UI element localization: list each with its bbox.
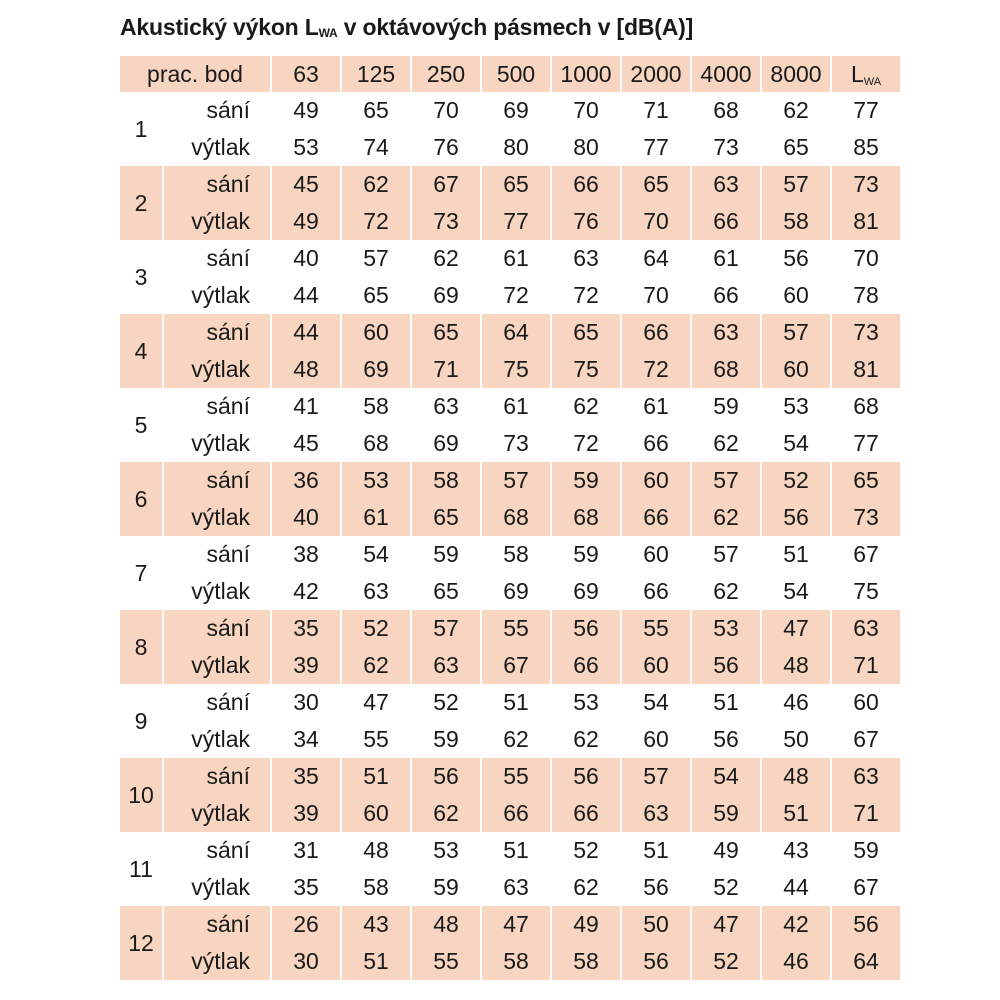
header-row <box>120 56 900 92</box>
band-value-cell: 44 <box>783 874 809 900</box>
band-value-cell: 77 <box>643 134 669 160</box>
band-value-cell: 55 <box>412 943 480 980</box>
band-value-cell: 53 <box>433 837 459 863</box>
band-value-cell: 60 <box>342 795 410 832</box>
band-value-cell: 77 <box>482 203 550 240</box>
band-value-cell: 66 <box>482 795 550 832</box>
outlet-label: výtlak <box>164 203 270 240</box>
outlet-label: výtlak <box>191 430 250 456</box>
table-row <box>120 684 900 721</box>
band-value-cell: 40 <box>293 245 319 271</box>
band-value-cell: 63 <box>503 874 529 900</box>
band-value-cell: 39 <box>272 795 340 832</box>
band-value-cell: 75 <box>482 351 550 388</box>
operating-point-number: 1 <box>134 115 148 142</box>
band-value-cell: 70 <box>643 282 669 308</box>
total-lwa-cell: 77 <box>853 430 879 456</box>
total-lwa-cell: 71 <box>832 647 900 684</box>
total-lwa-cell: 78 <box>853 282 879 308</box>
band-value-cell: 61 <box>643 393 669 419</box>
band-value-cell: 58 <box>762 203 830 240</box>
total-lwa-cell: 63 <box>832 758 900 795</box>
outlet-label: výtlak <box>191 578 250 604</box>
outlet-label: výtlak <box>191 874 250 900</box>
band-value-cell: 64 <box>482 314 550 351</box>
band-value-cell: 66 <box>552 795 620 832</box>
band-value-cell: 52 <box>433 689 459 715</box>
total-lwa-cell: 59 <box>853 837 879 863</box>
band-value-cell: 44 <box>272 314 340 351</box>
band-value-cell: 46 <box>762 943 830 980</box>
total-lwa-cell: 56 <box>832 906 900 943</box>
outlet-label: výtlak <box>191 726 250 752</box>
band-value-cell: 62 <box>573 393 599 419</box>
band-value-cell: 72 <box>573 430 599 456</box>
band-value-cell: 41 <box>293 393 319 419</box>
band-value-cell: 49 <box>293 97 319 123</box>
band-value-cell: 47 <box>363 689 389 715</box>
intake-label: sání <box>164 906 270 943</box>
band-value-cell: 69 <box>573 578 599 604</box>
total-lwa-cell: 68 <box>853 393 879 419</box>
band-value-cell: 57 <box>762 314 830 351</box>
band-value-cell: 40 <box>272 499 340 536</box>
band-value-cell: 60 <box>622 462 690 499</box>
table-row <box>120 92 900 129</box>
band-value-cell: 60 <box>762 351 830 388</box>
band-value-cell: 57 <box>412 610 480 647</box>
table-row <box>120 610 900 647</box>
band-value-cell: 43 <box>342 906 410 943</box>
total-lwa-cell: 71 <box>832 795 900 832</box>
band-value-cell: 72 <box>342 203 410 240</box>
intake-label: sání <box>206 97 250 123</box>
band-value-cell: 60 <box>342 314 410 351</box>
outlet-label: výtlak <box>164 499 270 536</box>
acoustic-power-table <box>118 56 902 980</box>
band-value-cell: 47 <box>692 906 760 943</box>
total-lwa-cell: 63 <box>832 610 900 647</box>
band-value-cell: 63 <box>692 166 760 203</box>
band-value-cell: 48 <box>762 647 830 684</box>
band-value-cell: 51 <box>342 943 410 980</box>
band-value-cell: 63 <box>363 578 389 604</box>
operating-point-number: 3 <box>134 263 148 290</box>
band-value-cell: 68 <box>713 97 739 123</box>
intake-label: sání <box>206 837 250 863</box>
band-value-cell: 54 <box>783 578 809 604</box>
outlet-label: výtlak <box>164 351 270 388</box>
band-value-cell: 62 <box>692 499 760 536</box>
table-row <box>120 647 900 684</box>
header-band: 4000 <box>692 56 760 92</box>
band-value-cell: 48 <box>412 906 480 943</box>
band-value-cell: 57 <box>692 462 760 499</box>
header-band: 8000 <box>762 56 830 92</box>
band-value-cell: 49 <box>552 906 620 943</box>
band-value-cell: 54 <box>643 689 669 715</box>
header-band: 250 <box>412 56 480 92</box>
band-value-cell: 53 <box>342 462 410 499</box>
band-value-cell: 48 <box>762 758 830 795</box>
outlet-label: výtlak <box>191 282 250 308</box>
band-value-cell: 76 <box>552 203 620 240</box>
band-value-cell: 65 <box>412 499 480 536</box>
outlet-label: výtlak <box>191 134 250 160</box>
band-value-cell: 73 <box>412 203 480 240</box>
band-value-cell: 62 <box>713 430 739 456</box>
total-lwa-cell: 70 <box>853 245 879 271</box>
band-value-cell: 47 <box>762 610 830 647</box>
intake-label: sání <box>206 393 250 419</box>
header-band: 500 <box>482 56 550 92</box>
band-value-cell: 62 <box>433 245 459 271</box>
table-row <box>120 314 900 351</box>
band-value-cell: 66 <box>552 166 620 203</box>
band-value-cell: 73 <box>503 430 529 456</box>
band-value-cell: 57 <box>762 166 830 203</box>
band-value-cell: 65 <box>783 134 809 160</box>
band-value-cell: 55 <box>622 610 690 647</box>
band-value-cell: 56 <box>552 610 620 647</box>
total-lwa-cell: 75 <box>853 578 879 604</box>
band-value-cell: 30 <box>272 943 340 980</box>
band-value-cell: 56 <box>783 245 809 271</box>
band-value-cell: 62 <box>573 726 599 752</box>
operating-point-number: 2 <box>120 166 162 240</box>
band-value-cell: 61 <box>503 245 529 271</box>
band-value-cell: 42 <box>293 578 319 604</box>
band-value-cell: 56 <box>552 758 620 795</box>
table-row <box>120 240 900 277</box>
band-value-cell: 59 <box>433 541 459 567</box>
band-value-cell: 71 <box>412 351 480 388</box>
band-value-cell: 62 <box>412 795 480 832</box>
band-value-cell: 52 <box>713 874 739 900</box>
table-row <box>120 499 900 536</box>
table-row <box>120 758 900 795</box>
band-value-cell: 57 <box>713 541 739 567</box>
operating-point-number: 9 <box>134 707 148 734</box>
header-band: 63 <box>272 56 340 92</box>
intake-label: sání <box>164 314 270 351</box>
band-value-cell: 73 <box>713 134 739 160</box>
band-value-cell: 60 <box>643 726 669 752</box>
band-value-cell: 49 <box>272 203 340 240</box>
band-value-cell: 74 <box>363 134 389 160</box>
band-value-cell: 65 <box>482 166 550 203</box>
band-value-cell: 52 <box>342 610 410 647</box>
band-value-cell: 61 <box>503 393 529 419</box>
total-lwa-cell: 85 <box>853 134 879 160</box>
band-value-cell: 45 <box>272 166 340 203</box>
band-value-cell: 53 <box>692 610 760 647</box>
band-value-cell: 60 <box>643 541 669 567</box>
band-value-cell: 54 <box>363 541 389 567</box>
band-value-cell: 66 <box>552 647 620 684</box>
band-value-cell: 58 <box>482 943 550 980</box>
band-value-cell: 64 <box>643 245 669 271</box>
band-value-cell: 58 <box>552 943 620 980</box>
band-value-cell: 46 <box>783 689 809 715</box>
band-value-cell: 52 <box>762 462 830 499</box>
table-row <box>120 906 900 943</box>
table-row <box>120 166 900 203</box>
operating-point-number: 8 <box>120 610 162 684</box>
total-lwa-cell: 73 <box>832 314 900 351</box>
band-value-cell: 58 <box>412 462 480 499</box>
band-value-cell: 56 <box>713 726 739 752</box>
band-value-cell: 65 <box>552 314 620 351</box>
band-value-cell: 69 <box>433 282 459 308</box>
band-value-cell: 63 <box>573 245 599 271</box>
band-value-cell: 30 <box>293 689 319 715</box>
band-value-cell: 55 <box>482 610 550 647</box>
band-value-cell: 51 <box>783 541 809 567</box>
band-value-cell: 63 <box>412 647 480 684</box>
table-row <box>120 462 900 499</box>
band-value-cell: 34 <box>293 726 319 752</box>
band-value-cell: 62 <box>783 97 809 123</box>
band-value-cell: 38 <box>293 541 319 567</box>
table-row <box>120 388 900 425</box>
band-value-cell: 56 <box>412 758 480 795</box>
band-value-cell: 56 <box>622 943 690 980</box>
band-value-cell: 55 <box>363 726 389 752</box>
band-value-cell: 43 <box>783 837 809 863</box>
total-lwa-cell: 60 <box>853 689 879 715</box>
table-row <box>120 832 900 869</box>
table-row <box>120 795 900 832</box>
band-value-cell: 70 <box>433 97 459 123</box>
band-value-cell: 62 <box>713 578 739 604</box>
operating-point-number: 4 <box>120 314 162 388</box>
total-lwa-cell: 64 <box>832 943 900 980</box>
band-value-cell: 51 <box>503 689 529 715</box>
band-value-cell: 55 <box>482 758 550 795</box>
band-value-cell: 35 <box>272 610 340 647</box>
band-value-cell: 59 <box>692 795 760 832</box>
band-value-cell: 56 <box>643 874 669 900</box>
band-value-cell: 51 <box>713 689 739 715</box>
band-value-cell: 68 <box>363 430 389 456</box>
band-value-cell: 51 <box>503 837 529 863</box>
band-value-cell: 69 <box>433 430 459 456</box>
band-value-cell: 56 <box>692 647 760 684</box>
intake-label: sání <box>206 541 250 567</box>
band-value-cell: 49 <box>713 837 739 863</box>
total-lwa-cell: 73 <box>832 166 900 203</box>
band-value-cell: 44 <box>293 282 319 308</box>
band-value-cell: 65 <box>433 578 459 604</box>
band-value-cell: 62 <box>503 726 529 752</box>
band-value-cell: 72 <box>573 282 599 308</box>
band-value-cell: 68 <box>552 499 620 536</box>
band-value-cell: 54 <box>783 430 809 456</box>
total-lwa-cell: 67 <box>853 874 879 900</box>
band-value-cell: 57 <box>622 758 690 795</box>
header-band: 125 <box>342 56 410 92</box>
band-value-cell: 60 <box>783 282 809 308</box>
table-row <box>120 573 900 610</box>
band-value-cell: 66 <box>622 499 690 536</box>
operating-point-number: 7 <box>134 559 148 586</box>
header-band: 2000 <box>622 56 690 92</box>
table-row <box>120 129 900 166</box>
operating-point-number: 10 <box>120 758 162 832</box>
band-value-cell: 42 <box>762 906 830 943</box>
band-value-cell: 26 <box>272 906 340 943</box>
table-row <box>120 869 900 906</box>
operating-point-number: 11 <box>129 855 153 882</box>
total-lwa-cell: 73 <box>832 499 900 536</box>
band-value-cell: 59 <box>552 462 620 499</box>
outlet-label: výtlak <box>164 795 270 832</box>
band-value-cell: 47 <box>482 906 550 943</box>
band-value-cell: 62 <box>342 647 410 684</box>
band-value-cell: 35 <box>293 874 319 900</box>
band-value-cell: 65 <box>363 97 389 123</box>
header-total-lwa: $L_{WA}$ <box>832 56 900 92</box>
band-value-cell: 61 <box>342 499 410 536</box>
band-value-cell: 58 <box>363 393 389 419</box>
band-value-cell: 59 <box>433 874 459 900</box>
table-row <box>120 943 900 980</box>
band-value-cell: 60 <box>622 647 690 684</box>
outlet-label: výtlak <box>164 647 270 684</box>
band-value-cell: 48 <box>272 351 340 388</box>
band-value-cell: 51 <box>643 837 669 863</box>
header-band: 1000 <box>552 56 620 92</box>
band-value-cell: 63 <box>622 795 690 832</box>
total-lwa-cell: 65 <box>832 462 900 499</box>
band-value-cell: 66 <box>622 314 690 351</box>
header-operating-point: prac. bod <box>120 56 270 92</box>
band-value-cell: 72 <box>503 282 529 308</box>
band-value-cell: 63 <box>433 393 459 419</box>
band-value-cell: 68 <box>482 499 550 536</box>
total-lwa-cell: 67 <box>853 726 879 752</box>
band-value-cell: 66 <box>643 430 669 456</box>
band-value-cell: 52 <box>573 837 599 863</box>
band-value-cell: 59 <box>573 541 599 567</box>
band-value-cell: 50 <box>622 906 690 943</box>
band-value-cell: 58 <box>503 541 529 567</box>
band-value-cell: 57 <box>363 245 389 271</box>
intake-label: sání <box>206 689 250 715</box>
band-value-cell: 56 <box>762 499 830 536</box>
band-value-cell: 53 <box>573 689 599 715</box>
band-value-cell: 62 <box>573 874 599 900</box>
table-title: Akustický výkon $L_{WA}$ v oktávových pásmech v [dB(A)] <box>120 14 694 40</box>
band-value-cell: 69 <box>503 97 529 123</box>
band-value-cell: 72 <box>622 351 690 388</box>
band-value-cell: 63 <box>692 314 760 351</box>
band-value-cell: 51 <box>342 758 410 795</box>
table-row <box>120 277 900 314</box>
operating-point-number: 12 <box>120 906 162 980</box>
table-row <box>120 425 900 462</box>
table-row <box>120 721 900 758</box>
band-value-cell: 36 <box>272 462 340 499</box>
band-value-cell: 58 <box>363 874 389 900</box>
intake-label: sání <box>164 462 270 499</box>
band-value-cell: 59 <box>713 393 739 419</box>
band-value-cell: 69 <box>503 578 529 604</box>
table-row <box>120 203 900 240</box>
band-value-cell: 70 <box>573 97 599 123</box>
band-value-cell: 67 <box>482 647 550 684</box>
band-value-cell: 39 <box>272 647 340 684</box>
intake-label: sání <box>164 610 270 647</box>
band-value-cell: 53 <box>293 134 319 160</box>
band-value-cell: 66 <box>692 203 760 240</box>
band-value-cell: 61 <box>713 245 739 271</box>
band-value-cell: 48 <box>363 837 389 863</box>
band-value-cell: 53 <box>783 393 809 419</box>
total-lwa-cell: 67 <box>853 541 879 567</box>
band-value-cell: 69 <box>342 351 410 388</box>
band-value-cell: 80 <box>503 134 529 160</box>
band-value-cell: 75 <box>552 351 620 388</box>
total-lwa-cell: 77 <box>853 97 879 123</box>
intake-label: sání <box>206 245 250 271</box>
band-value-cell: 31 <box>293 837 319 863</box>
operating-point-number: 5 <box>134 411 148 438</box>
band-value-cell: 65 <box>363 282 389 308</box>
outlet-label: výtlak <box>164 943 270 980</box>
band-value-cell: 80 <box>573 134 599 160</box>
total-lwa-cell: 81 <box>832 351 900 388</box>
band-value-cell: 71 <box>643 97 669 123</box>
band-value-cell: 67 <box>412 166 480 203</box>
total-lwa-cell: 81 <box>832 203 900 240</box>
band-value-cell: 50 <box>783 726 809 752</box>
band-value-cell: 54 <box>692 758 760 795</box>
band-value-cell: 62 <box>342 166 410 203</box>
intake-label: sání <box>164 166 270 203</box>
table-row <box>120 536 900 573</box>
table-row <box>120 351 900 388</box>
band-value-cell: 57 <box>482 462 550 499</box>
band-value-cell: 66 <box>643 578 669 604</box>
band-value-cell: 68 <box>692 351 760 388</box>
band-value-cell: 51 <box>762 795 830 832</box>
intake-label: sání <box>164 758 270 795</box>
band-value-cell: 35 <box>272 758 340 795</box>
band-value-cell: 45 <box>293 430 319 456</box>
band-value-cell: 66 <box>713 282 739 308</box>
band-value-cell: 52 <box>692 943 760 980</box>
band-value-cell: 65 <box>622 166 690 203</box>
band-value-cell: 76 <box>433 134 459 160</box>
operating-point-number: 6 <box>120 462 162 536</box>
band-value-cell: 65 <box>412 314 480 351</box>
band-value-cell: 59 <box>433 726 459 752</box>
band-value-cell: 70 <box>622 203 690 240</box>
